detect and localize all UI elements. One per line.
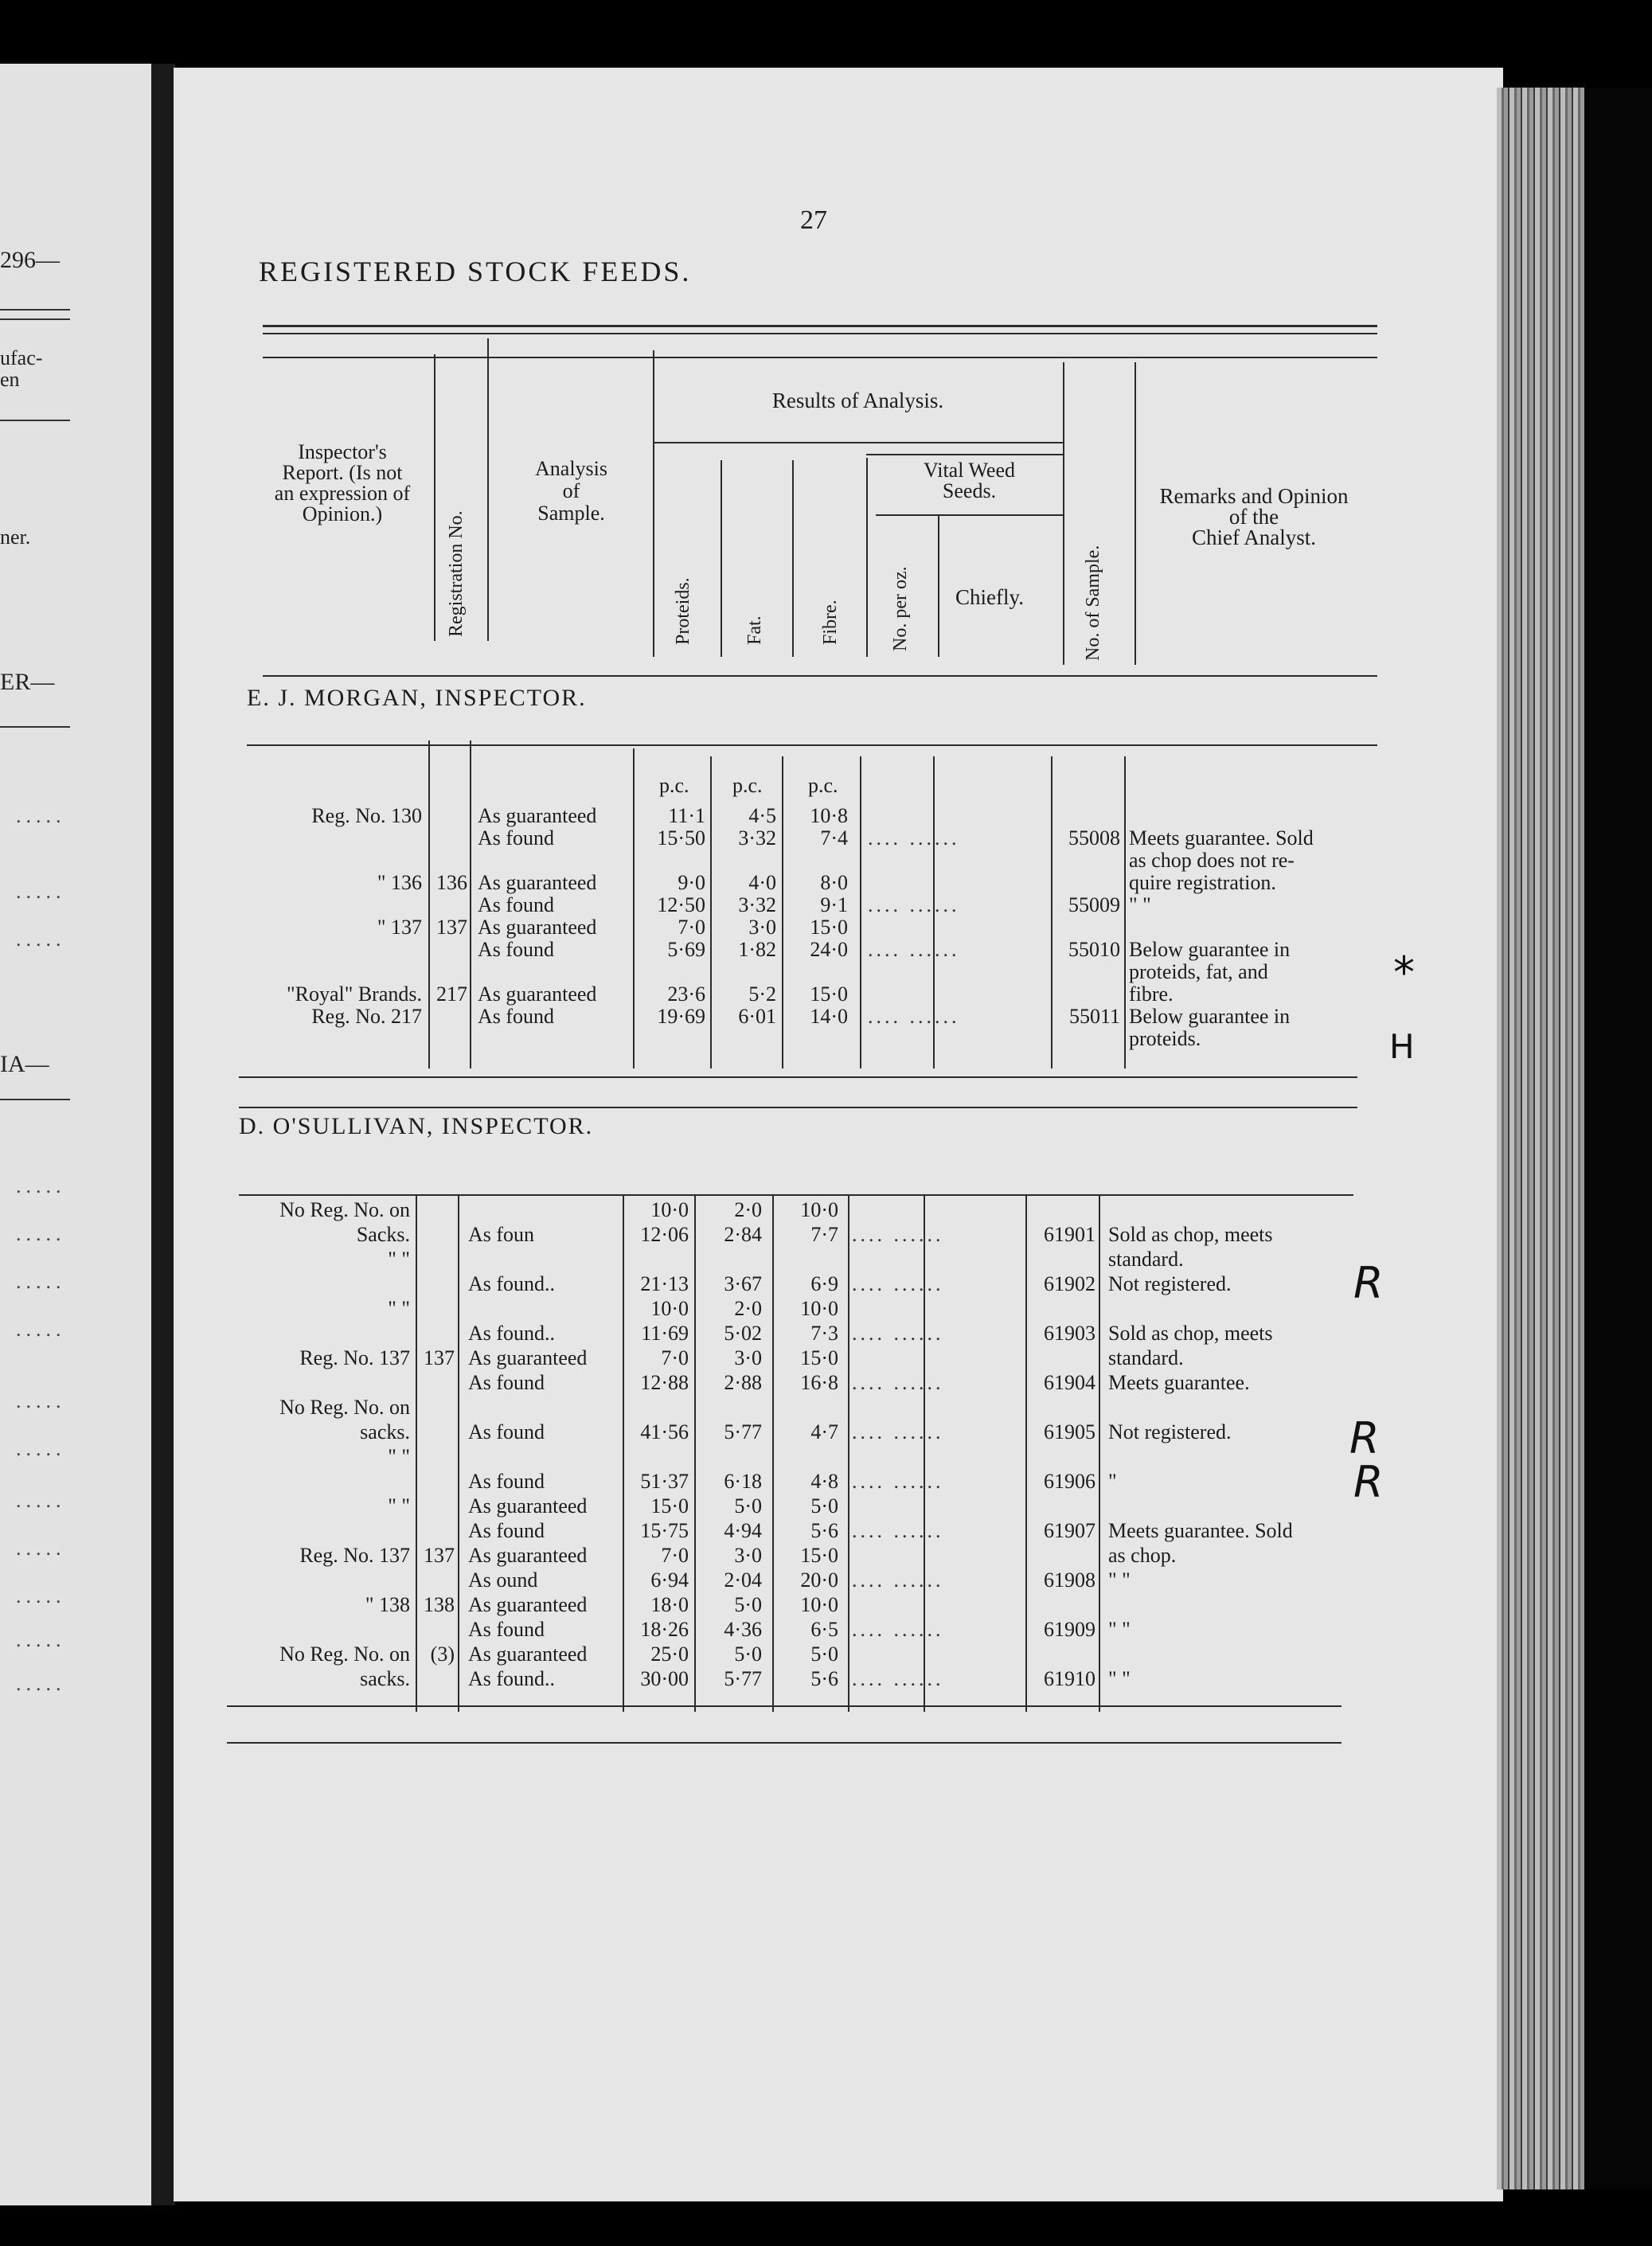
sample-number: 55011 (1068, 1005, 1120, 1028)
inspector-report-cell: " " (388, 1494, 410, 1518)
leader-dots: ..... (16, 1270, 66, 1293)
sample-number: 55010 (1068, 938, 1120, 961)
inspector-report-cell: Sacks. (356, 1223, 410, 1246)
left-fragment-2: ufac- (0, 346, 43, 369)
analysis-cell: As found (468, 1371, 545, 1394)
fibre-value: 20·0 (800, 1568, 838, 1592)
remarks-cell: Not registered. (1108, 1272, 1232, 1295)
remarks-cell: Sold as chop, meets (1108, 1322, 1273, 1345)
header-vital-weed-seeds (876, 460, 1063, 502)
inspector-report-cell: Reg. No. 137 (299, 1544, 410, 1567)
column-rule (866, 458, 868, 657)
fibre-value: 6·9 (810, 1272, 838, 1295)
scan-border (1584, 88, 1652, 2189)
remarks-cell: " " (1108, 1568, 1131, 1592)
header-top-rule (263, 325, 1377, 327)
unit-pc: p.c. (659, 774, 689, 797)
proteids-value: 18·0 (650, 1593, 689, 1616)
header-no-of-sample: No. of Sample. (1083, 545, 1103, 661)
analysis-cell: As found.. (468, 1667, 556, 1690)
proteids-value: 5·69 (667, 938, 705, 961)
analysis-cell: As found (478, 938, 555, 961)
fibre-value: 16·8 (800, 1371, 838, 1394)
registration-no-cell: 217 (436, 982, 467, 1006)
proteids-value: 15·50 (657, 826, 705, 850)
leader-dots: ..... (16, 928, 66, 951)
registration-no-cell: 137 (424, 1346, 455, 1369)
remarks-cell: as chop. (1108, 1544, 1177, 1567)
leader-dots: ..... (16, 1389, 66, 1412)
header-line: Analysis (535, 457, 607, 480)
section-rule (239, 1107, 1357, 1108)
remarks-cell: Meets guarantee. Sold (1129, 826, 1314, 850)
proteids-value: 10·0 (650, 1297, 689, 1320)
header-line: Vital Weed (924, 459, 1015, 482)
registration-no-cell: (3) (430, 1643, 455, 1666)
leader-dots: ..... (16, 1672, 66, 1695)
sample-number: 61904 (1044, 1371, 1095, 1394)
leader-dots: ..... (16, 804, 66, 827)
header-registration-no: Registration No. (446, 510, 467, 637)
left-fragment-3: en (0, 368, 20, 391)
sample-number: 61903 (1044, 1322, 1095, 1345)
inspector-report-cell: " " (388, 1248, 410, 1271)
column-rule (416, 1194, 417, 1712)
proteids-value: 15·75 (640, 1519, 689, 1542)
fat-value: 5·02 (724, 1322, 762, 1345)
remarks-cell: fibre. (1129, 982, 1174, 1006)
proteids-value: 51·37 (640, 1470, 689, 1493)
header-fibre: Fibre. (820, 600, 841, 645)
inspector-report-cell: sacks. (360, 1420, 410, 1443)
registration-no-cell: 137 (436, 916, 467, 939)
sample-number: 61901 (1044, 1223, 1095, 1246)
fibre-value: 7·7 (810, 1223, 838, 1246)
sample-number: 61910 (1044, 1667, 1095, 1690)
analysis-cell: As found (468, 1470, 545, 1493)
header-top-rule (263, 357, 1377, 358)
left-rule (0, 309, 70, 311)
leader-dots: .... ...... (852, 1371, 944, 1394)
proteids-value: 6·94 (650, 1568, 689, 1592)
fat-value: 4·94 (724, 1519, 762, 1542)
analysis-cell: As guaranteed (478, 804, 597, 827)
column-rule (792, 460, 794, 657)
analysis-cell: As found.. (468, 1272, 556, 1295)
leader-dots: ..... (16, 1584, 66, 1607)
proteids-value: 9·0 (678, 871, 705, 894)
sample-number: 61902 (1044, 1272, 1095, 1295)
header-bottom-rule (263, 675, 1377, 677)
registration-no-cell: 138 (424, 1593, 455, 1616)
leader-dots: ..... (16, 1174, 66, 1197)
fibre-value: 4·8 (810, 1470, 838, 1493)
inspector-report-cell: No Reg. No. on (279, 1643, 410, 1666)
header-top-rule (263, 333, 1377, 334)
analysis-cell: As found (478, 893, 555, 916)
remarks-cell: Below guarantee in (1129, 938, 1291, 961)
header-no-per-oz: No. per oz. (890, 566, 911, 651)
column-rule (938, 516, 939, 657)
fat-value: 4·5 (748, 804, 776, 827)
header-line: an expression of (274, 482, 411, 505)
sample-number: 55009 (1068, 893, 1120, 916)
header-line: Remarks and Opinion (1159, 484, 1349, 508)
fat-value: 2·84 (724, 1223, 762, 1246)
page-title: REGISTERED STOCK FEEDS. (259, 256, 692, 287)
analysis-cell: As guaranteed (468, 1593, 588, 1616)
sample-number: 61908 (1044, 1568, 1095, 1592)
fat-value: 3·0 (734, 1346, 762, 1369)
fibre-value: 14·0 (810, 1005, 848, 1028)
fibre-value: 10·0 (800, 1198, 838, 1221)
remarks-cell: proteids. (1129, 1027, 1201, 1050)
remarks-cell: Below guarantee in (1129, 1005, 1291, 1028)
fat-value: 2·0 (734, 1198, 762, 1221)
proteids-value: 30·00 (640, 1667, 689, 1690)
column-rule (782, 756, 783, 1068)
header-results-of-analysis: Results of Analysis. (771, 389, 944, 412)
header-proteids: Proteids. (673, 577, 693, 645)
column-rule (623, 1194, 624, 1712)
section-rule (239, 1076, 1357, 1078)
page-number: 27 (800, 205, 827, 235)
fibre-value: 7·4 (820, 826, 848, 850)
remarks-cell: " (1108, 1470, 1117, 1493)
remarks-cell: as chop does not re- (1129, 849, 1295, 872)
fibre-value: 15·0 (800, 1346, 838, 1369)
fibre-value: 5·6 (810, 1519, 838, 1542)
fat-value: 3·0 (748, 916, 776, 939)
header-remarks (1135, 486, 1373, 548)
remarks-cell: " " (1108, 1667, 1131, 1690)
fat-value: 3·0 (734, 1544, 762, 1567)
column-rule (710, 756, 712, 1068)
analysis-cell: As foun (468, 1223, 535, 1246)
section-rule (247, 744, 1377, 746)
header-line: Chief Analyst. (1192, 525, 1316, 549)
remarks-cell: proteids, fat, and (1129, 960, 1268, 983)
fat-value: 2·04 (724, 1568, 762, 1592)
book-gutter (151, 64, 175, 2205)
column-rule (428, 740, 430, 1068)
handwritten-h: H (1389, 1027, 1415, 1066)
header-chiefly: Chiefly. (955, 585, 1024, 609)
table-bottom-rule (227, 1742, 1342, 1744)
fibre-value: 10·0 (800, 1593, 838, 1616)
sample-number: 61909 (1044, 1618, 1095, 1641)
handwritten-r: R (1349, 1413, 1380, 1463)
leader-dots: ..... (16, 1489, 66, 1512)
fat-value: 4·0 (748, 871, 776, 894)
fibre-value: 15·0 (810, 982, 848, 1006)
analysis-cell: As guaranteed (478, 982, 597, 1006)
analysis-cell: As found (478, 1005, 555, 1028)
proteids-value: 10·0 (650, 1198, 689, 1221)
inspector-report-cell: Reg. No. 130 (311, 804, 422, 827)
remarks-cell: standard. (1108, 1248, 1184, 1271)
proteids-value: 12·50 (657, 893, 705, 916)
proteids-value: 7·0 (661, 1346, 689, 1369)
remarks-cell: Meets guarantee. (1108, 1371, 1250, 1394)
column-rule (1063, 362, 1064, 665)
leader-dots: .... ...... (852, 1322, 944, 1345)
proteids-value: 11·1 (668, 804, 705, 827)
analysis-cell: As ound (468, 1568, 538, 1592)
fibre-value: 9·1 (820, 893, 848, 916)
proteids-value: 41·56 (640, 1420, 689, 1443)
fat-value: 5·0 (734, 1643, 762, 1666)
fibre-value: 10·0 (800, 1297, 838, 1320)
fibre-value: 10·8 (810, 804, 848, 827)
fat-value: 5·2 (748, 982, 776, 1006)
fibre-value: 5·0 (810, 1494, 838, 1518)
column-rule (1099, 1194, 1100, 1712)
leader-dots: .... ...... (852, 1568, 944, 1592)
fibre-value: 15·0 (810, 916, 848, 939)
fat-value: 3·67 (724, 1272, 762, 1295)
fat-value: 2·88 (724, 1371, 762, 1394)
section-heading-osullivan: D. O'SULLIVAN, INSPECTOR. (239, 1113, 594, 1139)
column-rule (487, 338, 489, 641)
header-line: Inspector's (298, 440, 387, 463)
column-rule (694, 1194, 696, 1712)
results-rule (653, 442, 1063, 443)
left-fragment-6: IA— (0, 1051, 49, 1077)
leader-dots: .... ...... (852, 1618, 944, 1641)
proteids-value: 18·26 (640, 1618, 689, 1641)
analysis-cell: As found (468, 1420, 545, 1443)
fat-value: 3·32 (738, 826, 776, 850)
column-rule (458, 1194, 459, 1712)
proteids-value: 12·06 (640, 1223, 689, 1246)
column-rule (470, 740, 471, 1068)
section-rule (239, 1194, 1353, 1196)
fat-value: 4·36 (724, 1618, 762, 1641)
inspector-report-cell: Reg. No. 137 (299, 1346, 410, 1369)
column-rule (633, 748, 635, 1068)
remarks-cell: Not registered. (1108, 1420, 1232, 1443)
fat-value: 5·0 (734, 1593, 762, 1616)
vital-weed-rule (866, 454, 1063, 455)
leader-dots: .... ...... (852, 1272, 944, 1295)
table-bottom-rule (227, 1705, 1342, 1707)
fat-value: 2·0 (734, 1297, 762, 1320)
leader-dots: ..... (16, 1437, 66, 1460)
analysis-cell: As found (478, 826, 555, 850)
fat-value: 3·32 (738, 893, 776, 916)
proteids-value: 19·69 (657, 1005, 705, 1028)
fibre-value: 7·3 (810, 1322, 838, 1345)
header-line: Sample. (537, 502, 605, 525)
unit-pc: p.c. (808, 774, 838, 797)
header-line: Opinion.) (302, 502, 383, 525)
sample-number: 61905 (1044, 1420, 1095, 1443)
leader-dots: ..... (16, 1628, 66, 1651)
vital-weed-rule (876, 514, 1063, 516)
proteids-value: 25·0 (650, 1643, 689, 1666)
leader-dots: ..... (16, 1537, 66, 1560)
fibre-value: 4·7 (810, 1420, 838, 1443)
column-rule (860, 756, 861, 1068)
inspector-report-cell: Reg. No. 217 (311, 1005, 422, 1028)
left-rule (0, 726, 70, 728)
handwritten-asterisk: * (1393, 947, 1415, 998)
column-rule (1051, 756, 1053, 1068)
inspector-report-cell: " 138 (365, 1593, 410, 1616)
left-rule (0, 1099, 70, 1100)
analysis-cell: As guaranteed (468, 1544, 588, 1567)
analysis-cell: As guaranteed (468, 1346, 588, 1369)
handwritten-r: R (1353, 1258, 1384, 1308)
column-rule (848, 1194, 849, 1712)
leader-dots: ..... (16, 880, 66, 903)
leader-dots: ..... (16, 1222, 66, 1245)
inspector-report-cell: sacks. (360, 1667, 410, 1690)
inspector-report-cell: "Royal" Brands. (287, 982, 422, 1006)
analysis-cell: As guaranteed (478, 916, 597, 939)
inspector-report-cell: " 137 (377, 916, 422, 939)
header-line: Seeds. (942, 479, 997, 502)
analysis-cell: As guaranteed (468, 1494, 588, 1518)
fat-value: 5·77 (724, 1420, 762, 1443)
column-rule (721, 460, 722, 657)
proteids-value: 21·13 (640, 1272, 689, 1295)
header-fat: Fat. (744, 615, 765, 645)
section-heading-morgan: E. J. MORGAN, INSPECTOR. (247, 685, 587, 711)
header-analysis-of-sample (498, 458, 645, 525)
column-rule (1124, 756, 1126, 1068)
fibre-value: 5·6 (810, 1667, 838, 1690)
fibre-value: 24·0 (810, 938, 848, 961)
inspector-report-cell: No Reg. No. on (279, 1198, 410, 1221)
leader-dots: .... ...... (852, 1667, 944, 1690)
left-fragment-1: 296— (0, 247, 60, 273)
leader-dots: ..... (16, 1318, 66, 1341)
registration-no-cell: 136 (436, 871, 467, 894)
sample-number: 55008 (1068, 826, 1120, 850)
fibre-value: 6·5 (810, 1618, 838, 1641)
header-line: of the (1228, 505, 1279, 529)
inspector-report-cell: " " (388, 1297, 410, 1320)
header-inspector-report (239, 442, 446, 525)
fibre-value: 15·0 (800, 1544, 838, 1567)
proteids-value: 15·0 (650, 1494, 689, 1518)
inspector-report-cell: " " (388, 1445, 410, 1468)
fibre-value: 8·0 (820, 871, 848, 894)
fat-value: 6·01 (738, 1005, 776, 1028)
analysis-cell: As found (468, 1519, 545, 1542)
proteids-value: 11·69 (641, 1322, 689, 1345)
proteids-value: 7·0 (678, 916, 705, 939)
fibre-value: 5·0 (810, 1643, 838, 1666)
proteids-value: 12·88 (640, 1371, 689, 1394)
leader-dots: .... ...... (852, 1223, 944, 1246)
analysis-cell: As guaranteed (478, 871, 597, 894)
fat-value: 1·82 (738, 938, 776, 961)
left-rule (0, 420, 70, 421)
analysis-cell: As found.. (468, 1322, 556, 1345)
leader-dots: .... ...... (852, 1420, 944, 1443)
column-rule (1025, 1194, 1027, 1712)
registration-no-cell: 137 (424, 1544, 455, 1567)
remarks-cell: Sold as chop, meets (1108, 1223, 1273, 1246)
left-rule (0, 318, 70, 320)
remarks-cell: standard. (1108, 1346, 1184, 1369)
leader-dots: .... ...... (868, 826, 960, 850)
leader-dots: .... ...... (852, 1519, 944, 1542)
header-line: of (562, 479, 580, 502)
inspector-report-cell: " 136 (377, 871, 422, 894)
analysis-cell: As guaranteed (468, 1643, 588, 1666)
fat-value: 5·77 (724, 1667, 762, 1690)
leader-dots: .... ...... (868, 893, 960, 916)
remarks-cell: Meets guarantee. Sold (1108, 1519, 1293, 1542)
leader-dots: .... ...... (852, 1470, 944, 1493)
unit-pc: p.c. (732, 774, 763, 797)
handwritten-r: R (1353, 1457, 1384, 1507)
remarks-cell: " " (1129, 893, 1151, 916)
header-line: Report. (Is not (282, 461, 403, 484)
column-rule (772, 1194, 774, 1712)
leader-dots: .... ...... (868, 938, 960, 961)
left-fragment-4: ner. (0, 525, 31, 549)
analysis-cell: As found (468, 1618, 545, 1641)
remarks-cell: " " (1108, 1618, 1131, 1641)
sample-number: 61907 (1044, 1519, 1095, 1542)
remarks-cell: quire registration. (1129, 871, 1276, 894)
page-stack-edge (1497, 88, 1584, 2189)
sample-number: 61906 (1044, 1470, 1095, 1493)
leader-dots: .... ...... (868, 1005, 960, 1028)
left-fragment-5: ER— (0, 669, 55, 695)
left-page-fragment (0, 64, 151, 2205)
fat-value: 5·0 (734, 1494, 762, 1518)
proteids-value: 23·6 (667, 982, 705, 1006)
fat-value: 6·18 (724, 1470, 762, 1493)
inspector-report-cell: No Reg. No. on (279, 1396, 410, 1419)
proteids-value: 7·0 (661, 1544, 689, 1567)
